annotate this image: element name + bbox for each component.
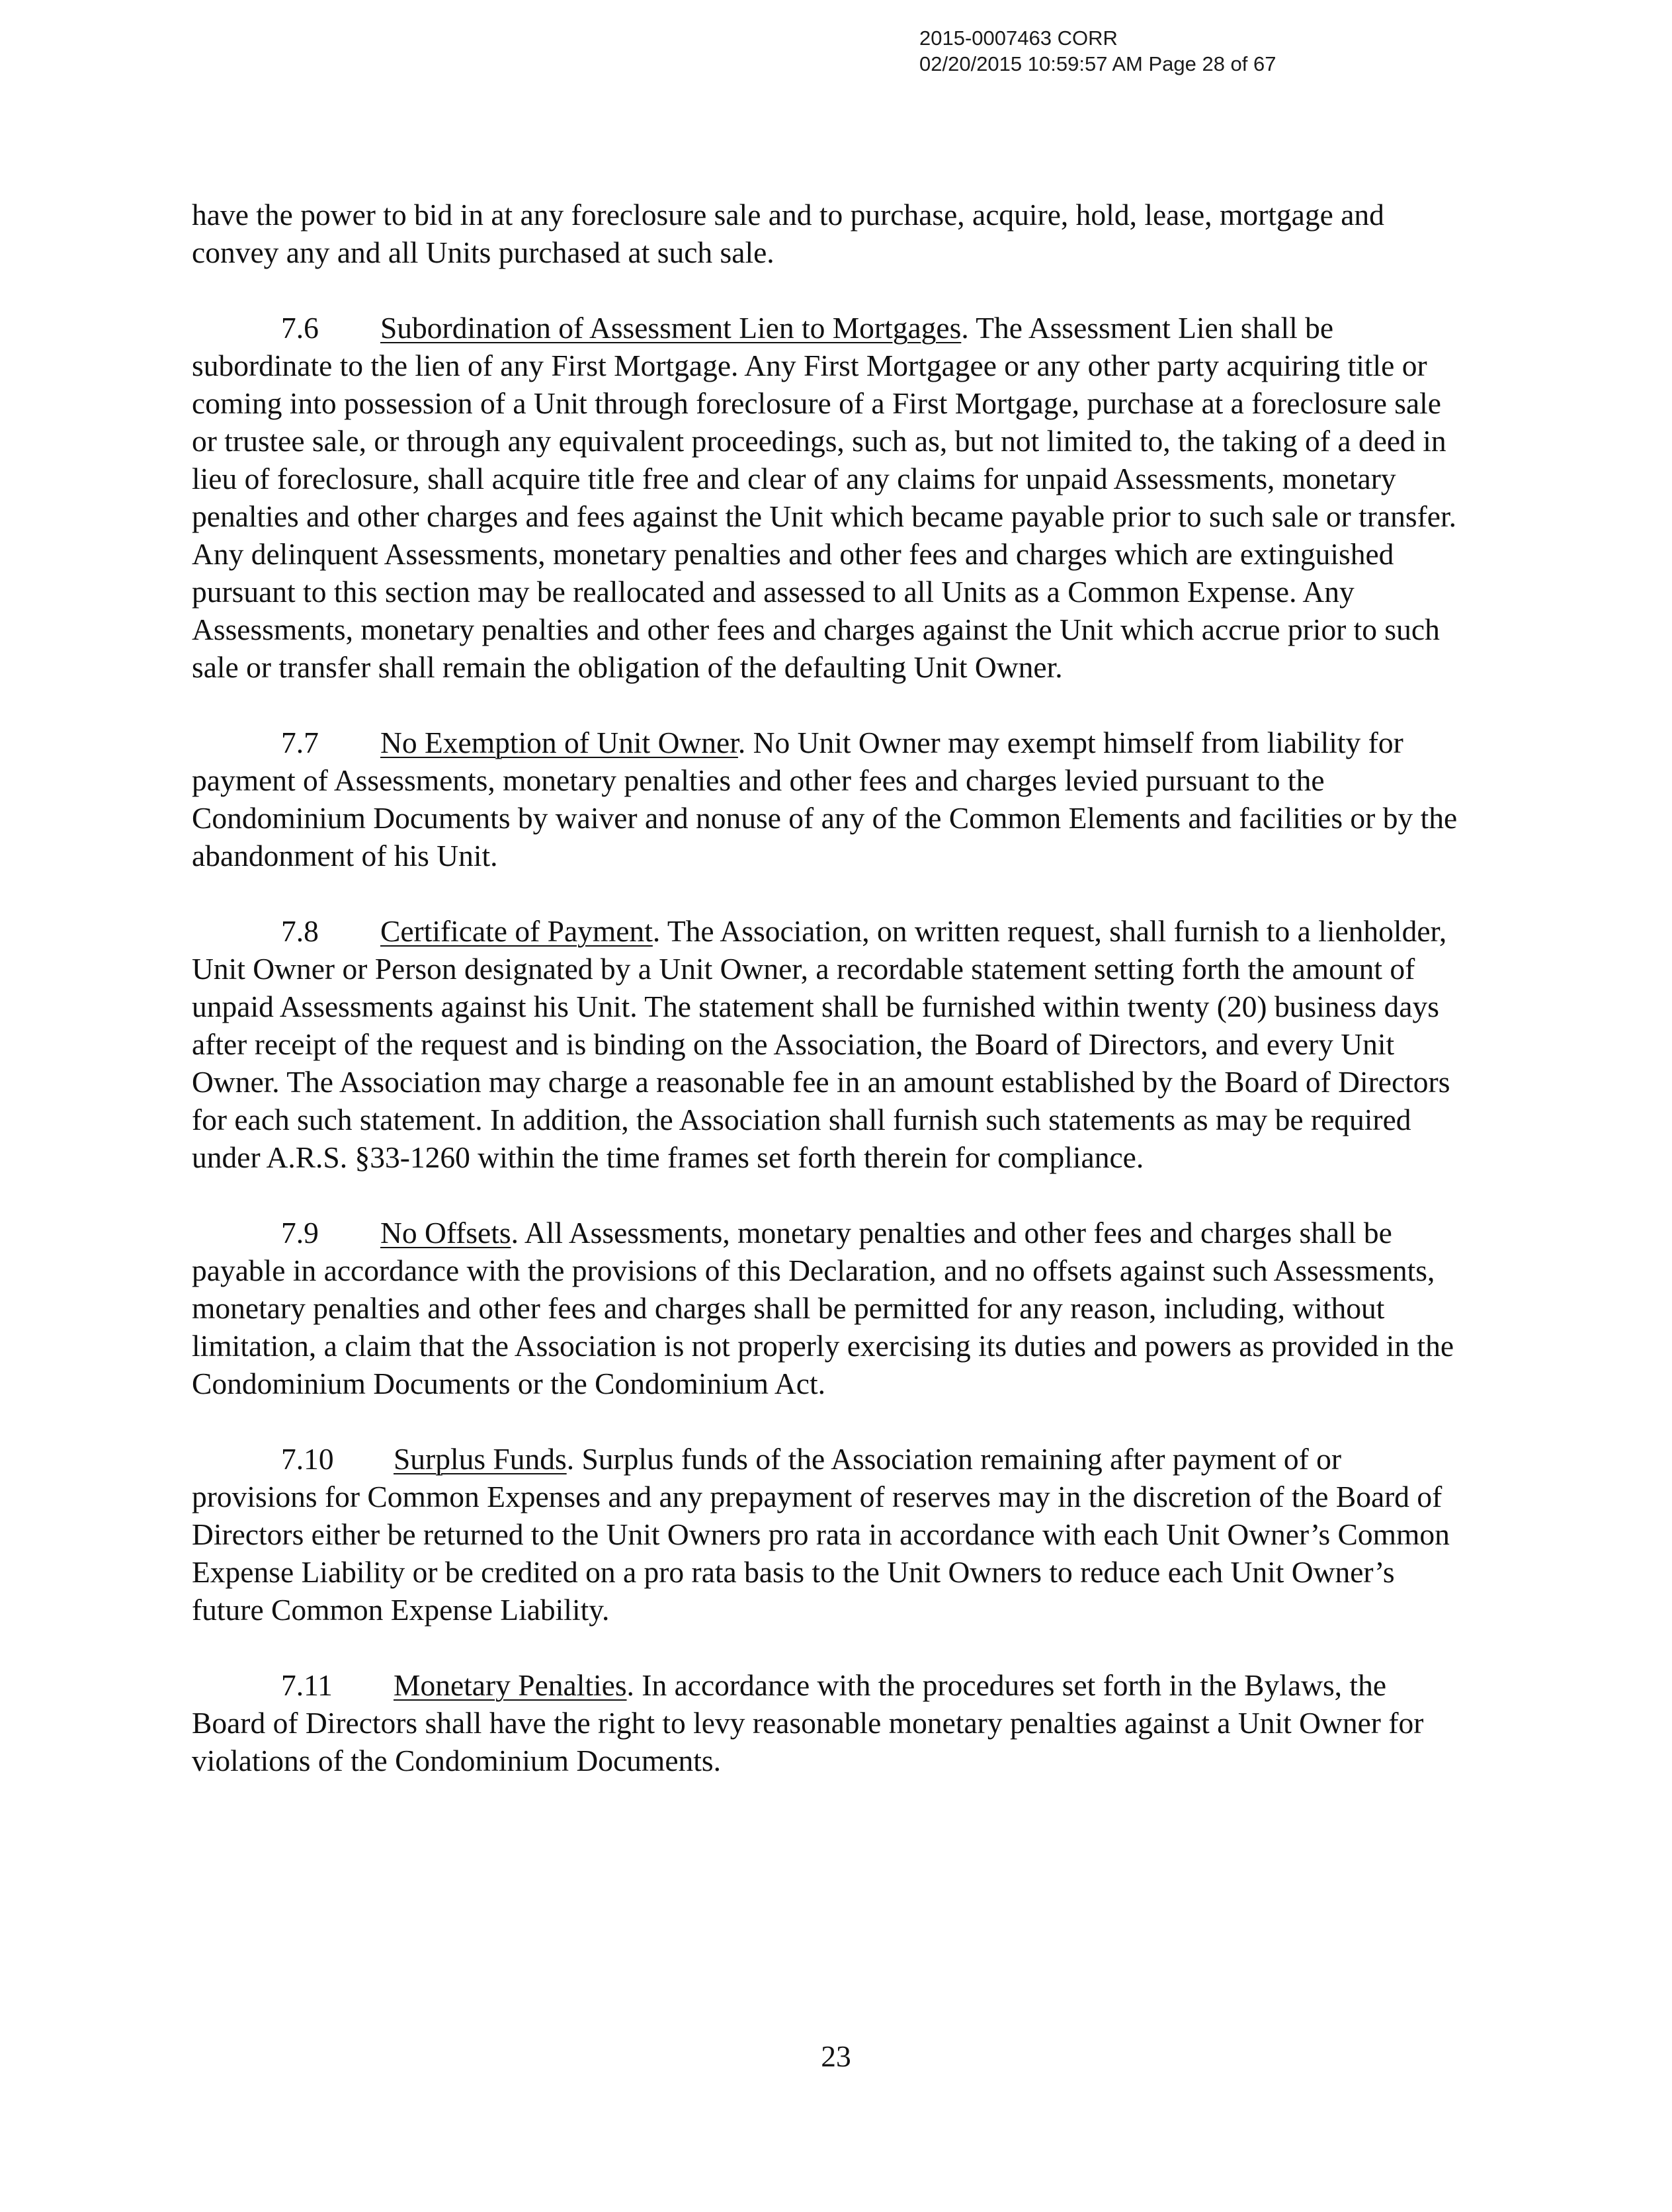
- document-body: [192, 196, 1466, 1817]
- recording-number: 2015-0007463 CORR: [919, 26, 1118, 50]
- section-7-7: [192, 724, 1466, 874]
- section-number: 7.11: [281, 1668, 333, 1702]
- section-title: Monetary Penalties: [394, 1668, 627, 1702]
- section-body: . Surplus funds of the Association remaining after payment of or provisions for Common Expenses and any prepayment of reserves may in the discretion of the Board of Directors either be returned to the Unit Owners pro rata in accordance with each Unit Owner’s Common Expense Liability or be credited on a pro rata basis to the Unit Owners to reduce each Unit Owner’s future Common Expense Liability.: [192, 1442, 1450, 1627]
- section-number: 7.10: [281, 1442, 334, 1476]
- section-7-11: [192, 1666, 1466, 1779]
- section-7-9: [192, 1214, 1466, 1402]
- recording-stamp: [919, 25, 1276, 77]
- section-title: No Offsets: [380, 1216, 511, 1250]
- section-body: . In accordance with the procedures set forth in the Bylaws, the Board of Directors shall have the right to levy reasonable monetary penalties against a Unit Owner for violations of the Condominium Documents.: [192, 1668, 1424, 1777]
- section-title: Subordination of Assessment Lien to Mortgages: [380, 311, 962, 345]
- page-number: 23: [821, 2039, 851, 2073]
- section-7-6: [192, 309, 1466, 686]
- section-body: . The Assessment Lien shall be subordinate to the lien of any First Mortgage. Any First Mortgagee or any other party acquiring title or coming into possession of a Unit through foreclosure of a First Mortgage, purchase at a foreclosure sale or trustee sale, or through any equivalent proceedings, such as, but not limited to, the taking of a deed in lieu of foreclosure, shall acquire title free and clear of any claims for unpaid Assessments, monetary penalties and other charges and fees against the Unit which became payable prior to such sale or transfer. Any delinquent Assessments, monetary penalties and other fees and charges which are extinguished pursuant to this section may be reallocated and assessed to all Units as a Common Expense. Any Assessments, monetary penalties and other fees and charges against the Unit which accrue prior to such sale or transfer shall remain the obligation of the defaulting Unit Owner.: [192, 311, 1456, 684]
- section-number: 7.9: [281, 1216, 319, 1250]
- section-body: . All Assessments, monetary penalties and other fees and charges shall be payable in accordance with the provisions of this Declaration, and no offsets against such Assessments, monetary penalties and other fees and charges shall be permitted for any reason, including, without limitation, a claim that the Association is not properly exercising its duties and powers as provided in the Condominium Documents or the Condominium Act.: [192, 1216, 1454, 1400]
- intro-paragraph: have the power to bid in at any foreclosure sale and to purchase, acquire, hold, lease, mortgage and convey any and all Units purchased at such sale.: [192, 198, 1384, 269]
- section-7-10: [192, 1440, 1466, 1629]
- recording-timestamp: 02/20/2015 10:59:57 AM Page 28 of 67: [919, 52, 1276, 75]
- section-7-8: [192, 912, 1466, 1176]
- section-title: Certificate of Payment: [380, 914, 653, 948]
- section-number: 7.7: [281, 726, 319, 759]
- section-number: 7.6: [281, 311, 319, 345]
- section-body: . The Association, on written request, shall furnish to a lienholder, Unit Owner or Person designated by a Unit Owner, a recordable statement setting forth the amount of unpaid Assessments against his Unit. The statement shall be furnished within twenty (20) business days after receipt of the request and is binding on the Association, the Board of Directors, and every Unit Owner. The Association may charge a reasonable fee in an amount established by the Board of Directors for each such statement. In addition, the Association shall furnish such statements as may be required under A.R.S. §33-1260 within the time frames set forth therein for compliance.: [192, 914, 1450, 1174]
- section-title: No Exemption of Unit Owner: [380, 726, 738, 759]
- section-body: . No Unit Owner may exempt himself from liability for payment of Assessments, monetary penalties and other fees and charges levied pursuant to the Condominium Documents by waiver and nonuse of any of the Common Elements and facilities or by the abandonment of his Unit.: [192, 726, 1458, 872]
- section-title: Surplus Funds: [394, 1442, 567, 1476]
- section-number: 7.8: [281, 914, 319, 948]
